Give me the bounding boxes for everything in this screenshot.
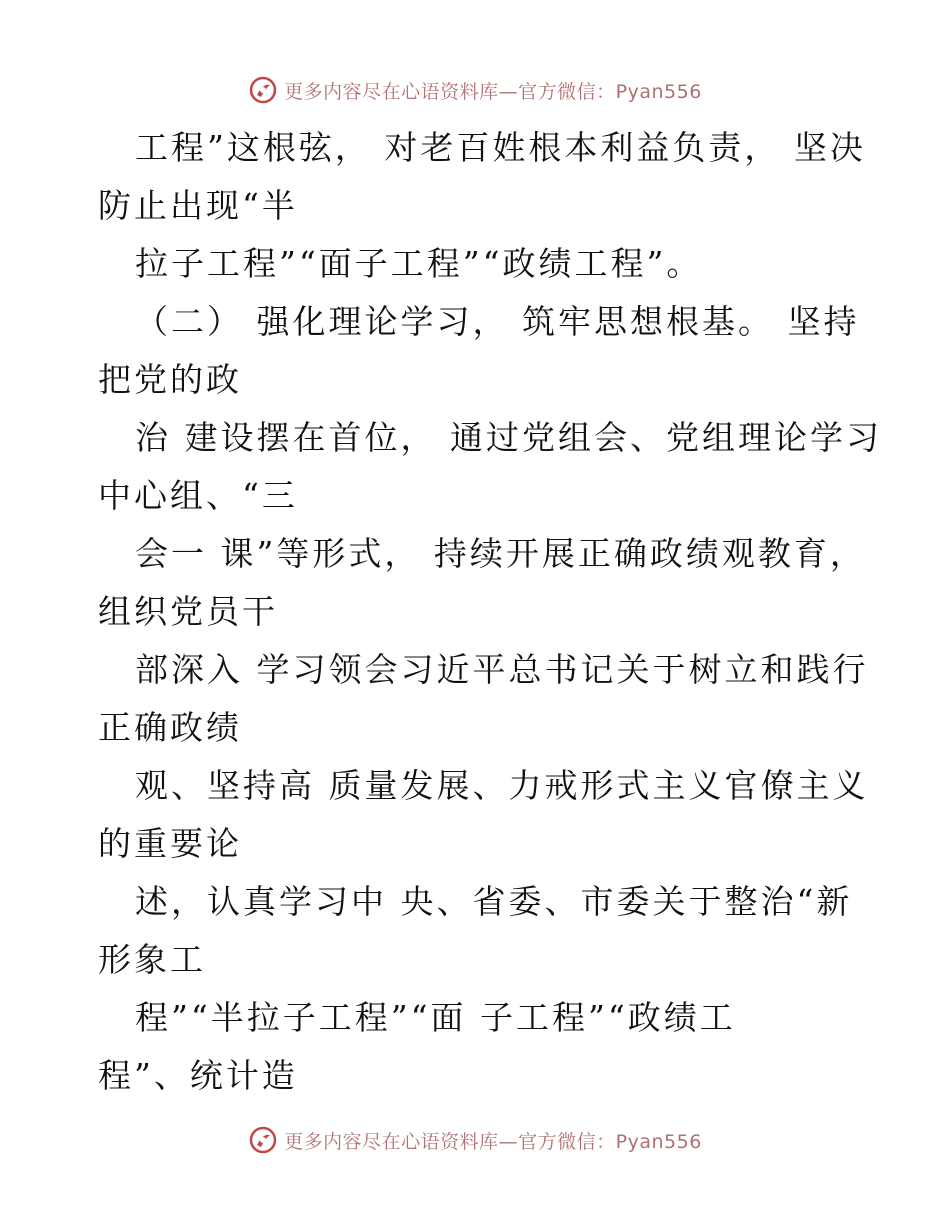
watermark-text: 更多内容尽在心语资料库—官方微信：Pyan556 xyxy=(284,1130,702,1153)
text-line: 工程”这根弦， 对老百姓根本利益负责， 坚决 xyxy=(135,128,866,167)
text-line: 防止出现“半 xyxy=(98,186,298,225)
section-heading-line: （二） 强化理论学习， 筑牢思想根基。 坚持 xyxy=(135,302,860,341)
text-line: 程”“半拉子工程”“面 子工程”“政绩工 xyxy=(135,998,736,1037)
watermark-text: 更多内容尽在心语资料库—官方微信：Pyan556 xyxy=(284,80,702,103)
text-line: 把党的政 xyxy=(98,360,242,399)
text-line: 治 建设摆在首位， 通过党组会、党组理论学习 xyxy=(135,418,882,457)
footer-watermark-banner xyxy=(0,1120,950,1160)
text-line: 部深入 学习领会习近平总书记关于树立和践行 xyxy=(135,650,869,689)
text-line: 中心组、“三 xyxy=(98,476,298,515)
text-line: 程”、统计造 xyxy=(98,1056,298,1095)
text-line: 正确政绩 xyxy=(98,708,242,747)
text-line: 述，认真学习中 央、省委、市委关于整治“新 xyxy=(135,882,853,921)
text-line: 拉子工程”“面子工程”“政绩工程”。 xyxy=(135,244,703,283)
text-line: 的重要论 xyxy=(98,824,242,863)
text-line: 组织党员干 xyxy=(98,592,278,631)
text-line: 会一 课”等形式， 持续开展正确政绩观教育， xyxy=(135,534,866,573)
brand-logo-icon xyxy=(248,1125,278,1155)
text-line: 观、坚持高 质量发展、力戒形式主义官僚主义 xyxy=(135,766,869,805)
header-watermark-banner xyxy=(0,70,950,110)
text-line: 形象工 xyxy=(98,940,206,979)
brand-logo-icon xyxy=(248,75,278,105)
